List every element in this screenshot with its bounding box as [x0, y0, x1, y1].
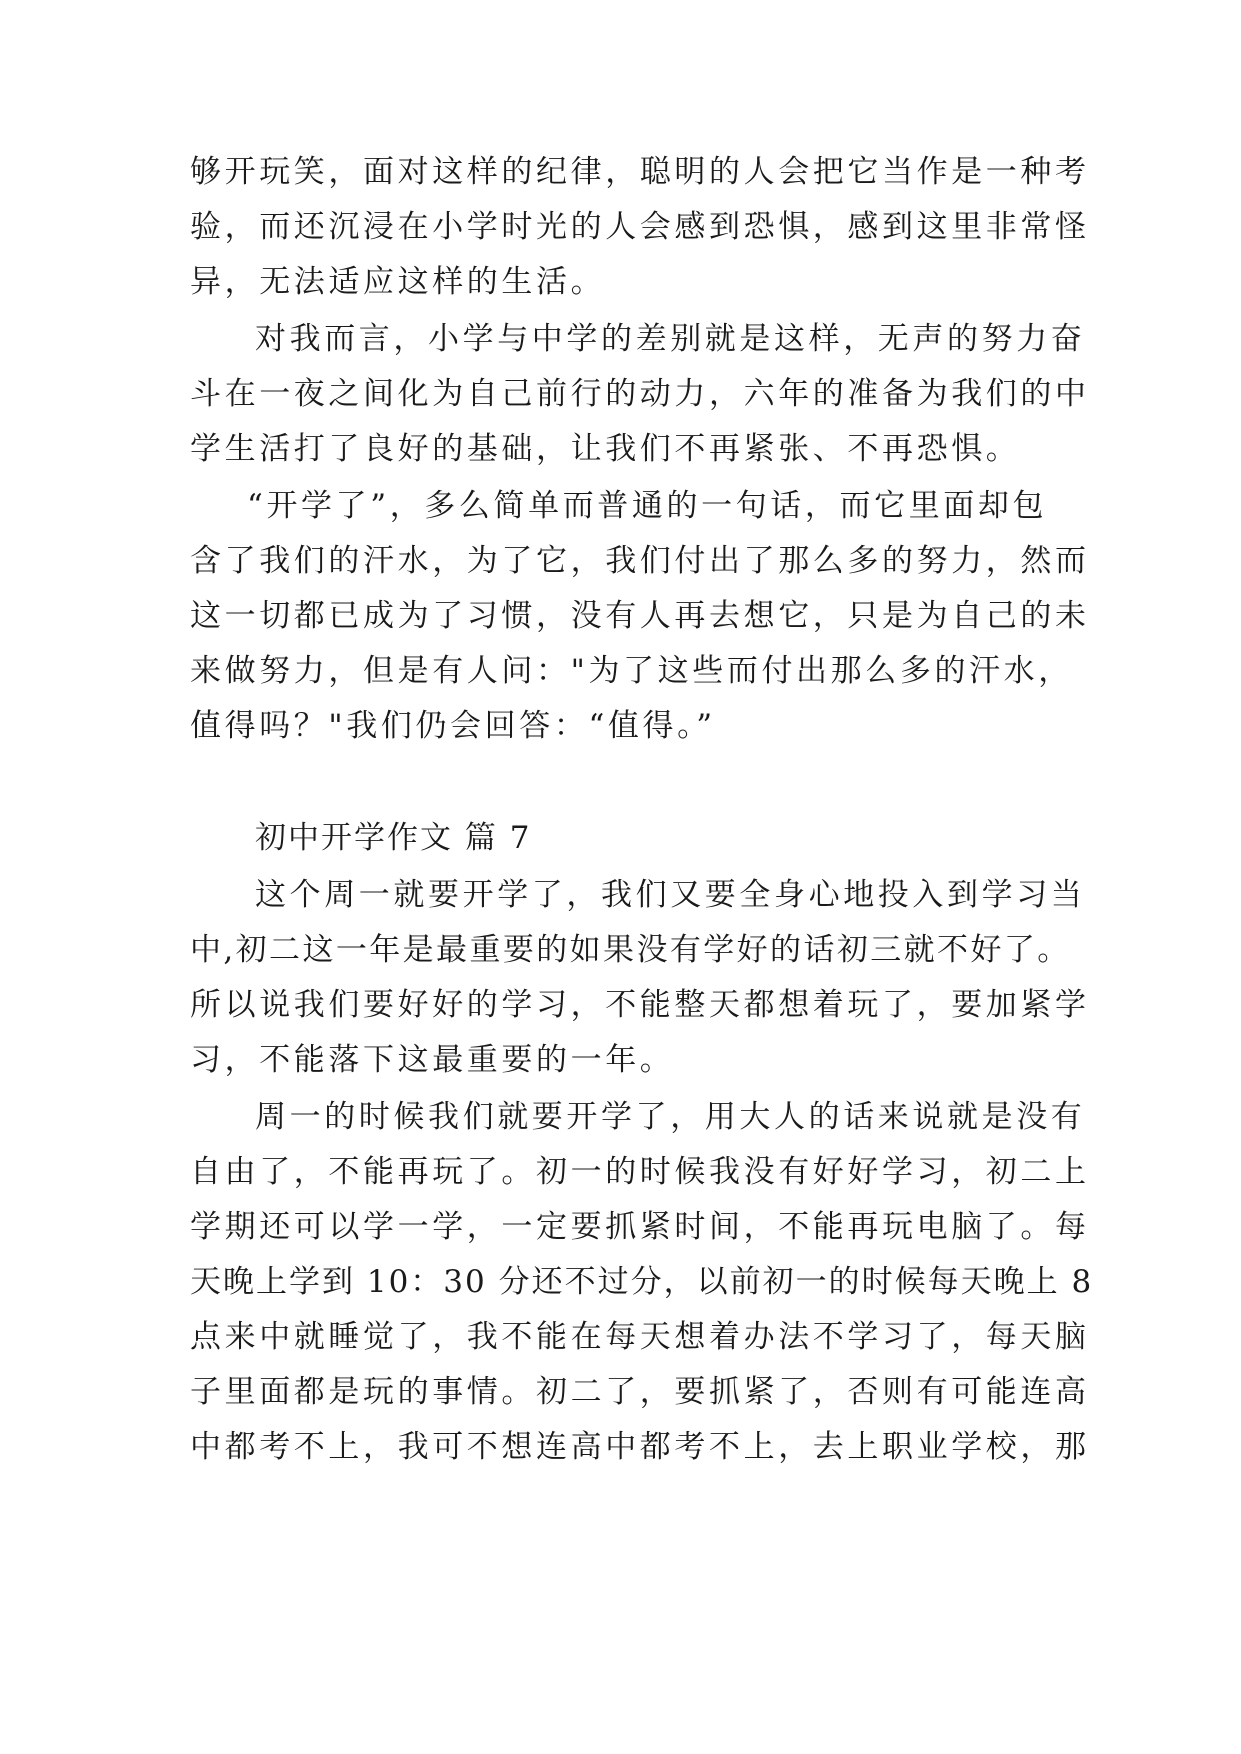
text-line: 够开玩笑，面对这样的纪律，聪明的人会把它当作是一种考	[190, 154, 1090, 190]
text-line: 中都考不上，我可不想连高中都考不上，去上职业学校，那	[190, 1429, 1090, 1465]
paragraph-first-line: “开学了”，多么简单而普通的一句话，而它里面却包	[247, 488, 1048, 524]
text-line: 这一切都已成为了习惯，没有人再去想它，只是为自己的未	[190, 598, 1090, 634]
text-line: 自由了，不能再玩了。初一的时候我没有好好学习，初二上	[190, 1154, 1090, 1190]
section-heading: 初中开学作文 篇 7	[255, 820, 532, 856]
text-line: 值得吗？"我们仍会回答：“值得。”	[190, 708, 716, 744]
text-line: 来做努力，但是有人问："为了这些而付出那么多的汗水，	[190, 653, 1073, 689]
text-line: 所以说我们要好好的学习，不能整天都想着玩了，要加紧学	[190, 987, 1090, 1023]
text-line: 天晚上学到 10：30 分还不过分，以前初一的时候每天晚上 8	[190, 1264, 1094, 1300]
paragraph-first-line: 周一的时候我们就要开学了，用大人的话来说就是没有	[255, 1099, 1086, 1135]
text-line: 子里面都是玩的事情。初二了，要抓紧了，否则有可能连高	[190, 1374, 1090, 1410]
text-line: 含了我们的汗水，为了它，我们付出了那么多的努力，然而	[190, 543, 1090, 579]
text-line: 学生活打了良好的基础，让我们不再紧张、不再恐惧。	[190, 431, 1021, 467]
text-line: 学期还可以学一学，一定要抓紧时间，不能再玩电脑了。每	[190, 1209, 1090, 1245]
text-line: 习，不能落下这最重要的一年。	[190, 1042, 675, 1078]
text-line: 中,初二这一年是最重要的如果没有学好的话初三就不好了。	[190, 932, 1071, 968]
text-line: 点来中就睡觉了，我不能在每天想着办法不学习了，每天脑	[190, 1319, 1090, 1355]
text-line: 验，而还沉浸在小学时光的人会感到恐惧，感到这里非常怪	[190, 209, 1090, 245]
text-line: 异，无法适应这样的生活。	[190, 264, 606, 300]
paragraph-first-line: 这个周一就要开学了，我们又要全身心地投入到学习当	[255, 877, 1086, 913]
paragraph-first-line: 对我而言，小学与中学的差别就是这样，无声的努力奋	[255, 321, 1086, 357]
text-line: 斗在一夜之间化为自己前行的动力，六年的准备为我们的中	[190, 376, 1090, 412]
